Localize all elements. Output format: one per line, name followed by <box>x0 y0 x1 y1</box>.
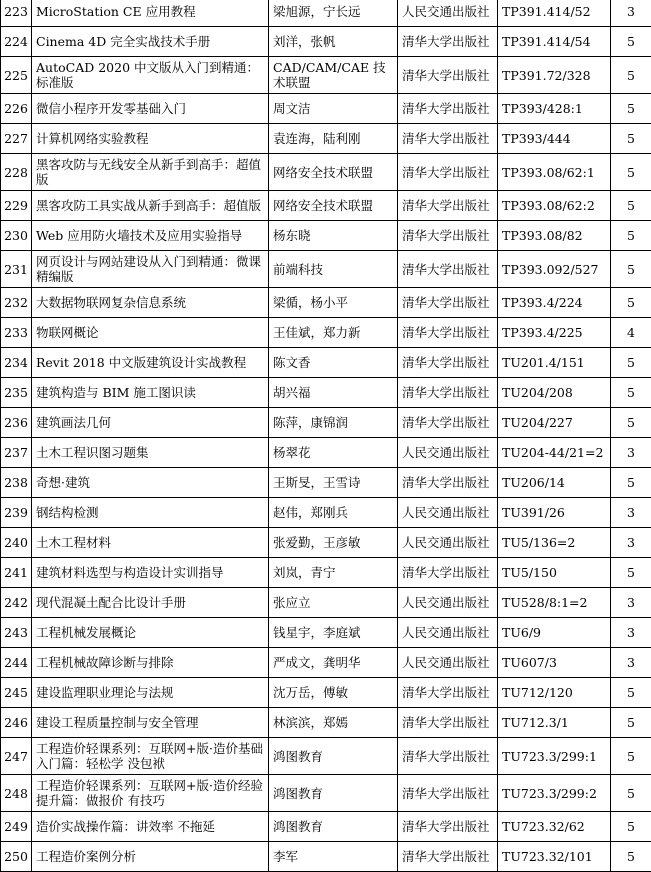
table-row <box>1 618 651 648</box>
author-cell: 刘岚，青宁 <box>269 558 398 588</box>
publisher-cell: 清华大学出版社 <box>398 678 498 708</box>
book-title-cell: 土木工程识图习题集 <box>32 438 269 468</box>
quantity-cell: 5 <box>611 408 651 438</box>
publisher-cell: 清华大学出版社 <box>398 708 498 738</box>
call-number-cell: TP391.414/54 <box>498 27 611 57</box>
author-cell: 前端科技 <box>269 251 398 288</box>
author-cell: 沈万岳，傅敏 <box>269 678 398 708</box>
call-number-cell: TP393.08/62:1 <box>498 154 611 191</box>
table-row <box>1 57 651 94</box>
author-cell: 梁旭源，宁长远 <box>269 0 398 27</box>
quantity-cell: 5 <box>611 124 651 154</box>
table-row <box>1 588 651 618</box>
table-row <box>1 648 651 678</box>
publisher-cell: 人民交通出版社 <box>398 528 498 558</box>
book-title-cell: 工程造价案例分析 <box>32 842 269 872</box>
publisher-cell: 清华大学出版社 <box>398 348 498 378</box>
author-cell: 梁循，杨小平 <box>269 288 398 318</box>
publisher-cell: 清华大学出版社 <box>398 124 498 154</box>
quantity-cell: 3 <box>611 588 651 618</box>
table-row <box>1 738 651 775</box>
call-number-cell: TU712/120 <box>498 678 611 708</box>
quantity-cell: 5 <box>611 738 651 775</box>
row-number-cell: 241 <box>1 558 32 588</box>
publisher-cell: 清华大学出版社 <box>398 94 498 124</box>
quantity-cell: 3 <box>611 648 651 678</box>
call-number-cell: TU723.32/62 <box>498 812 611 842</box>
quantity-cell: 5 <box>611 251 651 288</box>
quantity-cell: 5 <box>611 842 651 872</box>
book-title-cell: 计算机网络实验教程 <box>32 124 269 154</box>
book-title-cell: 现代混凝土配合比设计手册 <box>32 588 269 618</box>
call-number-cell: TU391/26 <box>498 498 611 528</box>
quantity-cell: 5 <box>611 378 651 408</box>
row-number-cell: 247 <box>1 738 32 775</box>
publisher-cell: 清华大学出版社 <box>398 738 498 775</box>
quantity-cell: 5 <box>611 468 651 498</box>
table-row <box>1 558 651 588</box>
call-number-cell: TU204/227 <box>498 408 611 438</box>
author-cell: 网络安全技术联盟 <box>269 154 398 191</box>
row-number-cell: 246 <box>1 708 32 738</box>
call-number-cell: TP393.092/527 <box>498 251 611 288</box>
call-number-cell: TU723.3/299:2 <box>498 775 611 812</box>
call-number-cell: TP393.4/224 <box>498 288 611 318</box>
call-number-cell: TU5/150 <box>498 558 611 588</box>
author-cell: 杨翠花 <box>269 438 398 468</box>
table-row <box>1 124 651 154</box>
row-number-cell: 225 <box>1 57 32 94</box>
row-number-cell: 240 <box>1 528 32 558</box>
book-title-cell: Revit 2018 中文版建筑设计实战教程 <box>32 348 269 378</box>
book-title-cell: 建设监理职业理论与法规 <box>32 678 269 708</box>
call-number-cell: TU712.3/1 <box>498 708 611 738</box>
publisher-cell: 人民交通出版社 <box>398 438 498 468</box>
row-number-cell: 244 <box>1 648 32 678</box>
author-cell: 鸿图教育 <box>269 812 398 842</box>
book-title-cell: 微信小程序开发零基础入门 <box>32 94 269 124</box>
row-number-cell: 232 <box>1 288 32 318</box>
author-cell: 严成文，龚明华 <box>269 648 398 678</box>
author-cell: 周文洁 <box>269 94 398 124</box>
publisher-cell: 人民交通出版社 <box>398 0 498 27</box>
author-cell: 鸿图教育 <box>269 775 398 812</box>
quantity-cell: 5 <box>611 812 651 842</box>
quantity-cell: 5 <box>611 708 651 738</box>
call-number-cell: TU723.3/299:1 <box>498 738 611 775</box>
row-number-cell: 228 <box>1 154 32 191</box>
quantity-cell: 5 <box>611 558 651 588</box>
author-cell: 王佳斌，郑力新 <box>269 318 398 348</box>
quantity-cell: 5 <box>611 348 651 378</box>
author-cell: 陈萍，康锦润 <box>269 408 398 438</box>
publisher-cell: 清华大学出版社 <box>398 558 498 588</box>
publisher-cell: 清华大学出版社 <box>398 378 498 408</box>
book-title-cell: 建筑画法几何 <box>32 408 269 438</box>
call-number-cell: TU206/14 <box>498 468 611 498</box>
call-number-cell: TU6/9 <box>498 618 611 648</box>
row-number-cell: 238 <box>1 468 32 498</box>
publisher-cell: 清华大学出版社 <box>398 468 498 498</box>
publisher-cell: 清华大学出版社 <box>398 775 498 812</box>
row-number-cell: 226 <box>1 94 32 124</box>
author-cell: 张应立 <box>269 588 398 618</box>
row-number-cell: 236 <box>1 408 32 438</box>
table-row <box>1 775 651 812</box>
author-cell: 杨东晓 <box>269 221 398 251</box>
book-title-cell: AutoCAD 2020 中文版从入门到精通：标准版 <box>32 57 269 94</box>
author-cell: 王斯旻，王雪诗 <box>269 468 398 498</box>
quantity-cell: 5 <box>611 221 651 251</box>
book-title-cell: 建筑构造与 BIM 施工图识读 <box>32 378 269 408</box>
table-row <box>1 94 651 124</box>
book-title-cell: 建筑材料选型与构造设计实训指导 <box>32 558 269 588</box>
book-title-cell: 工程机械发展概论 <box>32 618 269 648</box>
row-number-cell: 227 <box>1 124 32 154</box>
call-number-cell: TU5/136=2 <box>498 528 611 558</box>
book-title-cell: 钢结构检测 <box>32 498 269 528</box>
table-row <box>1 528 651 558</box>
book-title-cell: MicroStation CE 应用教程 <box>32 0 269 27</box>
book-title-cell: 奇想·建筑 <box>32 468 269 498</box>
call-number-cell: TU201.4/151 <box>498 348 611 378</box>
publisher-cell: 人民交通出版社 <box>398 498 498 528</box>
row-number-cell: 242 <box>1 588 32 618</box>
publisher-cell: 人民交通出版社 <box>398 618 498 648</box>
author-cell: 赵伟，郑刚兵 <box>269 498 398 528</box>
call-number-cell: TP393/444 <box>498 124 611 154</box>
call-number-cell: TU607/3 <box>498 648 611 678</box>
quantity-cell: 5 <box>611 27 651 57</box>
quantity-cell: 3 <box>611 498 651 528</box>
book-title-cell: 网页设计与网站建设从入门到精通：微课精编版 <box>32 251 269 288</box>
row-number-cell: 229 <box>1 191 32 221</box>
call-number-cell: TP393.08/82 <box>498 221 611 251</box>
table-row <box>1 27 651 57</box>
quantity-cell: 5 <box>611 678 651 708</box>
author-cell: 袁连海，陆利刚 <box>269 124 398 154</box>
row-number-cell: 230 <box>1 221 32 251</box>
author-cell: 钱星宇，李庭斌 <box>269 618 398 648</box>
call-number-cell: TU723.32/101 <box>498 842 611 872</box>
call-number-cell: TP391.72/328 <box>498 57 611 94</box>
call-number-cell: TU528/8:1=2 <box>498 588 611 618</box>
publisher-cell: 清华大学出版社 <box>398 842 498 872</box>
table-row <box>1 842 651 872</box>
publisher-cell: 人民交通出版社 <box>398 588 498 618</box>
row-number-cell: 245 <box>1 678 32 708</box>
call-number-cell: TP391.414/52 <box>498 0 611 27</box>
quantity-cell: 5 <box>611 154 651 191</box>
book-title-cell: 物联网概论 <box>32 318 269 348</box>
book-title-cell: 大数据物联网复杂信息系统 <box>32 288 269 318</box>
author-cell: 张爱勤，王彦敏 <box>269 528 398 558</box>
call-number-cell: TP393/428:1 <box>498 94 611 124</box>
publisher-cell: 清华大学出版社 <box>398 191 498 221</box>
publisher-cell: 清华大学出版社 <box>398 221 498 251</box>
row-number-cell: 237 <box>1 438 32 468</box>
table-row <box>1 378 651 408</box>
call-number-cell: TU204/208 <box>498 378 611 408</box>
table-row <box>1 251 651 288</box>
publisher-cell: 清华大学出版社 <box>398 57 498 94</box>
row-number-cell: 243 <box>1 618 32 648</box>
row-number-cell: 239 <box>1 498 32 528</box>
book-title-cell: 土木工程材料 <box>32 528 269 558</box>
author-cell: 刘洋，张帆 <box>269 27 398 57</box>
row-number-cell: 223 <box>1 0 32 27</box>
table-row <box>1 438 651 468</box>
table-row <box>1 154 651 191</box>
table-row <box>1 318 651 348</box>
publisher-cell: 清华大学出版社 <box>398 318 498 348</box>
publisher-cell: 清华大学出版社 <box>398 812 498 842</box>
author-cell: 林滨滨，郑嫣 <box>269 708 398 738</box>
book-title-cell: Cinema 4D 完全实战技术手册 <box>32 27 269 57</box>
author-cell: 李军 <box>269 842 398 872</box>
author-cell: 网络安全技术联盟 <box>269 191 398 221</box>
table-row <box>1 0 651 27</box>
row-number-cell: 224 <box>1 27 32 57</box>
quantity-cell: 3 <box>611 438 651 468</box>
author-cell: 陈文香 <box>269 348 398 378</box>
quantity-cell: 5 <box>611 57 651 94</box>
call-number-cell: TP393.4/225 <box>498 318 611 348</box>
table-row <box>1 468 651 498</box>
table-row <box>1 678 651 708</box>
call-number-cell: TP393.08/62:2 <box>498 191 611 221</box>
quantity-cell: 5 <box>611 191 651 221</box>
row-number-cell: 235 <box>1 378 32 408</box>
author-cell: CAD/CAM/CAE 技术联盟 <box>269 57 398 94</box>
quantity-cell: 4 <box>611 318 651 348</box>
book-title-cell: Web 应用防火墙技术及应用实验指导 <box>32 221 269 251</box>
publisher-cell: 清华大学出版社 <box>398 408 498 438</box>
row-number-cell: 234 <box>1 348 32 378</box>
book-title-cell: 工程造价轻课系列：互联网+版·造价基础入门篇：轻松学 没包袱 <box>32 738 269 775</box>
publisher-cell: 人民交通出版社 <box>398 648 498 678</box>
book-title-cell: 工程机械故障诊断与排除 <box>32 648 269 678</box>
book-title-cell: 工程造价轻课系列：互联网+版·造价经验提升篇：做报价 有技巧 <box>32 775 269 812</box>
table-row <box>1 498 651 528</box>
author-cell: 胡兴福 <box>269 378 398 408</box>
author-cell: 鸿图教育 <box>269 738 398 775</box>
row-number-cell: 231 <box>1 251 32 288</box>
quantity-cell: 5 <box>611 775 651 812</box>
quantity-cell: 3 <box>611 0 651 27</box>
row-number-cell: 250 <box>1 842 32 872</box>
table-row <box>1 348 651 378</box>
quantity-cell: 3 <box>611 618 651 648</box>
row-number-cell: 249 <box>1 812 32 842</box>
table-row <box>1 408 651 438</box>
book-title-cell: 建设工程质量控制与安全管理 <box>32 708 269 738</box>
book-list-body <box>1 0 651 872</box>
table-row <box>1 812 651 842</box>
table-row <box>1 191 651 221</box>
table-row <box>1 221 651 251</box>
table-row <box>1 708 651 738</box>
book-title-cell: 黑客攻防工具实战从新手到高手：超值版 <box>32 191 269 221</box>
quantity-cell: 5 <box>611 288 651 318</box>
publisher-cell: 清华大学出版社 <box>398 154 498 191</box>
quantity-cell: 3 <box>611 528 651 558</box>
quantity-cell: 5 <box>611 94 651 124</box>
row-number-cell: 248 <box>1 775 32 812</box>
book-title-cell: 黑客攻防与无线安全从新手到高手：超值版 <box>32 154 269 191</box>
row-number-cell: 233 <box>1 318 32 348</box>
call-number-cell: TU204-44/21=2 <box>498 438 611 468</box>
publisher-cell: 清华大学出版社 <box>398 288 498 318</box>
publisher-cell: 清华大学出版社 <box>398 27 498 57</box>
book-title-cell: 造价实战操作篇：讲效率 不拖延 <box>32 812 269 842</box>
table-row <box>1 288 651 318</box>
publisher-cell: 清华大学出版社 <box>398 251 498 288</box>
